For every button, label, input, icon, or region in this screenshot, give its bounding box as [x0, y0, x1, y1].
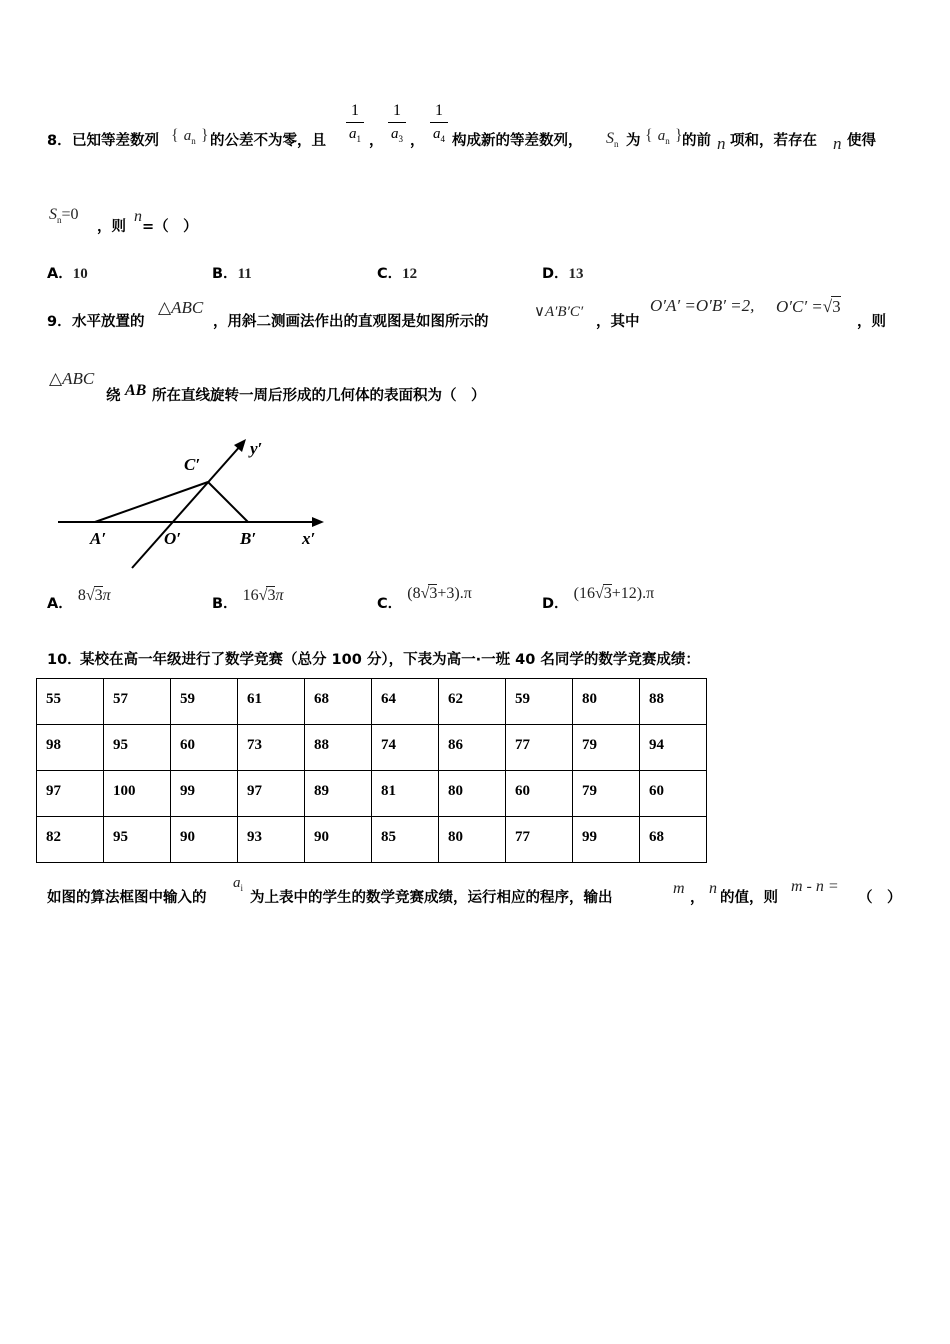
q9-condition-2: O′C′ =√3	[776, 297, 841, 316]
table-cell: 100	[104, 771, 171, 817]
q8-number: 8．	[47, 133, 72, 149]
q8-option-a[interactable]: A．10	[47, 266, 88, 282]
table-cell: 95	[104, 725, 171, 771]
oblique-drawing-figure	[50, 430, 340, 575]
q8-line2-eq: =（ ）	[142, 219, 198, 235]
table-cell: 62	[439, 679, 506, 725]
table-cell: 93	[238, 817, 305, 863]
q9-triangle-prime: ∨A′B′C′	[534, 304, 584, 320]
table-cell: 73	[238, 725, 305, 771]
q8-sep-2: ，	[410, 133, 425, 149]
table-cell: 68	[305, 679, 372, 725]
q10-after-text-5: （ ）	[858, 890, 902, 906]
table-cell: 74	[372, 725, 439, 771]
q8-sequence-an-2: { $a_n$ }	[645, 127, 683, 146]
q8-option-c[interactable]: C．12	[377, 266, 418, 282]
table-cell: 88	[640, 679, 707, 725]
table-cell: 55	[37, 679, 104, 725]
label-o-prime: O′	[164, 529, 182, 548]
table-cell: 60	[506, 771, 573, 817]
q8-text-3: 构成新的等差数列，	[452, 133, 583, 149]
table-cell: 94	[640, 725, 707, 771]
q9-condition-1: O′A′ =O′B′ =2,	[650, 296, 755, 315]
x-axis-arrow	[312, 517, 324, 527]
q8-frac-3: 1 $a_4$	[430, 102, 448, 148]
q9-triangle-abc: △ABC	[158, 298, 204, 317]
table-cell: 77	[506, 725, 573, 771]
q9-option-a[interactable]: A． 8√3π	[47, 587, 111, 612]
table-cell: 79	[573, 725, 640, 771]
q8-frac-2: 1 $a_3$	[388, 102, 406, 148]
q10-number: 10．	[47, 652, 82, 668]
table-row	[37, 679, 707, 725]
q8-sn-eq: $S_n=0$	[49, 206, 79, 225]
label-a-prime: A′	[90, 529, 107, 548]
table-cell: 99	[171, 771, 238, 817]
q8-frac-1: 1 $a_1$	[346, 102, 364, 148]
table-cell: 97	[37, 771, 104, 817]
table-cell: 80	[573, 679, 640, 725]
q10-text: 某校在高一年级进行了数学竞赛（总分 100 分），下表为高一·一班 40 名同学的数学竞赛成绩：	[80, 652, 700, 668]
q10-expression: m - n =	[791, 878, 839, 895]
label-x-prime: x′	[302, 529, 316, 548]
table-row	[37, 725, 707, 771]
table-cell: 90	[171, 817, 238, 863]
q9-option-c[interactable]: C． (8√3+3).π	[377, 585, 472, 612]
table-cell: 68	[640, 817, 707, 863]
table-row	[37, 817, 707, 863]
q8-sequence-an: { $a_n$ }	[171, 127, 209, 146]
q8-text-7: 使得	[847, 133, 876, 149]
table-cell: 59	[171, 679, 238, 725]
table-cell: 86	[439, 725, 506, 771]
table-cell: 98	[37, 725, 104, 771]
q8-text-5: 的前	[682, 133, 711, 149]
q9-line2-text-1: 绕	[106, 388, 121, 404]
table-cell: 60	[171, 725, 238, 771]
q8-n: n	[717, 134, 726, 153]
q8-line2-n: n	[134, 208, 142, 225]
q8-text-1: 已知等差数列	[72, 133, 159, 149]
q8-text-6: 项和，若存在	[730, 133, 817, 149]
q10-after-text-2: 为上表中的学生的数学竞赛成绩，运行相应的程序，输出	[250, 890, 613, 906]
table-cell: 89	[305, 771, 372, 817]
table-cell: 81	[372, 771, 439, 817]
segment-c-b	[208, 482, 248, 522]
q9-text-2: ，用斜二测画法作出的直观图是如图所示的	[213, 314, 489, 330]
table-row	[37, 771, 707, 817]
q9-line2-ab: AB	[125, 382, 147, 399]
q9-number: 9．	[47, 314, 72, 330]
table-cell: 79	[573, 771, 640, 817]
q9-line2-triangle: △ABC	[49, 369, 95, 388]
table-cell: 57	[104, 679, 171, 725]
table-cell: 82	[37, 817, 104, 863]
label-c-prime: C′	[184, 455, 201, 474]
q9-text-4: ，则	[857, 314, 886, 330]
table-cell: 88	[305, 725, 372, 771]
label-b-prime: B′	[240, 529, 257, 548]
q10-after-text-3: ，	[690, 890, 705, 906]
table-cell: 64	[372, 679, 439, 725]
q10-n: n	[709, 880, 717, 897]
q9-text-1: 水平放置的	[72, 314, 145, 330]
table-cell: 59	[506, 679, 573, 725]
table-cell: 80	[439, 771, 506, 817]
table-cell: 97	[238, 771, 305, 817]
table-cell: 95	[104, 817, 171, 863]
table-cell: 85	[372, 817, 439, 863]
q8-text-2: 的公差不为零，且	[210, 133, 326, 149]
table-cell: 80	[439, 817, 506, 863]
table-cell: 60	[640, 771, 707, 817]
q8-option-d[interactable]: D．13	[542, 266, 584, 282]
q9-option-b[interactable]: B． 16√3π	[212, 587, 284, 612]
q8-n-2: n	[833, 134, 842, 153]
scores-table	[36, 678, 707, 863]
q8-option-b[interactable]: B．11	[212, 266, 252, 282]
q9-line2-text-2: 所在直线旋转一周后形成的几何体的表面积为（ ）	[152, 388, 486, 404]
table-cell: 90	[305, 817, 372, 863]
table-cell: 77	[506, 817, 573, 863]
table-cell: 99	[573, 817, 640, 863]
q10-ai: $a_i$	[233, 875, 244, 893]
label-y-prime: y′	[250, 439, 263, 458]
q9-option-d[interactable]: D． (16√3+12).π	[542, 585, 655, 612]
q10-m: m	[673, 880, 685, 897]
q10-after-text-4: 的值，则	[720, 890, 778, 906]
q8-line2-text: ，则	[97, 219, 126, 235]
q8-text-4: 为	[626, 133, 641, 149]
q8-sn: $S_n$	[606, 130, 619, 149]
q9-text-3: ，其中	[596, 314, 640, 330]
q8-sep-1: ，	[369, 133, 384, 149]
table-cell: 61	[238, 679, 305, 725]
q10-after-text-1: 如图的算法框图中输入的	[47, 890, 207, 906]
